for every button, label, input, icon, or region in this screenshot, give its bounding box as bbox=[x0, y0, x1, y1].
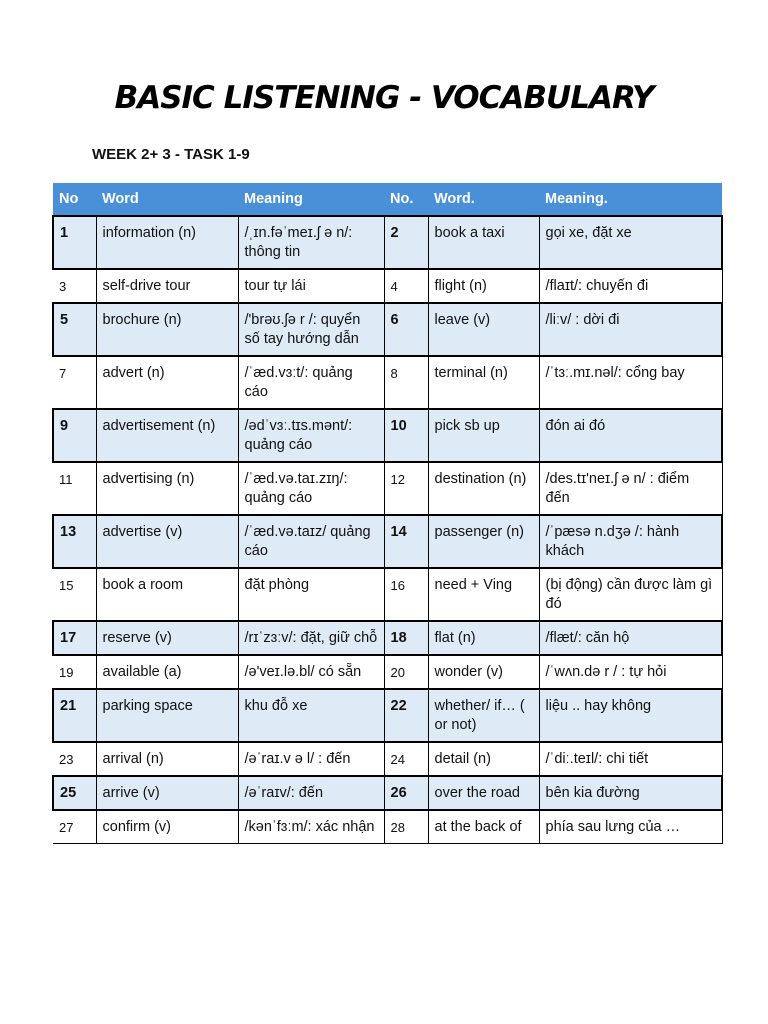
row-meaning: /ə'veɪ.lə.bl/ có sẵn bbox=[238, 655, 384, 689]
row-word: advertisement (n) bbox=[96, 409, 238, 462]
row-no: 15 bbox=[53, 568, 96, 621]
row-word-2: terminal (n) bbox=[428, 356, 539, 409]
row-no-2: 4 bbox=[384, 269, 428, 303]
row-word: available (a) bbox=[96, 655, 238, 689]
row-meaning-2: (bị động) cần được làm gì đó bbox=[539, 568, 722, 621]
row-no: 7 bbox=[53, 356, 96, 409]
row-meaning-2: /ˈpæsə n.dʒə /: hành khách bbox=[539, 515, 722, 568]
row-no-2: 2 bbox=[384, 216, 428, 269]
table-row bbox=[53, 655, 722, 689]
row-meaning: /'brəʊ.ʃə r /: quyển số tay hướng dẫn bbox=[238, 303, 384, 356]
row-word: arrival (n) bbox=[96, 742, 238, 776]
row-word: confirm (v) bbox=[96, 810, 238, 844]
row-meaning-2: bên kia đường bbox=[539, 776, 722, 810]
table-row bbox=[53, 810, 722, 844]
table-row bbox=[53, 621, 722, 655]
row-word: arrive (v) bbox=[96, 776, 238, 810]
row-word-2: over the road bbox=[428, 776, 539, 810]
header-no: No bbox=[53, 183, 96, 216]
row-meaning: tour tự lái bbox=[238, 269, 384, 303]
table-row bbox=[53, 409, 722, 462]
table-row bbox=[53, 303, 722, 356]
page-title: BASIC LISTENING - VOCABULARY bbox=[114, 80, 654, 116]
row-no-2: 18 bbox=[384, 621, 428, 655]
row-word-2: pick sb up bbox=[428, 409, 539, 462]
header-meaning: Meaning bbox=[238, 183, 384, 216]
row-word-2: need + Ving bbox=[428, 568, 539, 621]
row-word-2: destination (n) bbox=[428, 462, 539, 515]
row-no-2: 10 bbox=[384, 409, 428, 462]
row-word: advert (n) bbox=[96, 356, 238, 409]
row-meaning-2: gọi xe, đặt xe bbox=[539, 216, 722, 269]
row-word-2: passenger (n) bbox=[428, 515, 539, 568]
row-no-2: 16 bbox=[384, 568, 428, 621]
table-row bbox=[53, 742, 722, 776]
row-meaning-2: /liːv/ : dời đi bbox=[539, 303, 722, 356]
row-word: information (n) bbox=[96, 216, 238, 269]
table-row bbox=[53, 462, 722, 515]
row-no-2: 20 bbox=[384, 655, 428, 689]
row-meaning-2: đón ai đó bbox=[539, 409, 722, 462]
header-word: Word bbox=[96, 183, 238, 216]
row-word-2: wonder (v) bbox=[428, 655, 539, 689]
row-word-2: at the back of bbox=[428, 810, 539, 844]
row-meaning: /ˌɪn.fəˈmeɪ.ʃ ə n/: thông tin bbox=[238, 216, 384, 269]
row-meaning-2: /flæt/: căn hộ bbox=[539, 621, 722, 655]
row-meaning: /ˈæd.vɜːt/: quảng cáo bbox=[238, 356, 384, 409]
row-word: advertising (n) bbox=[96, 462, 238, 515]
row-word: reserve (v) bbox=[96, 621, 238, 655]
header-word-2: Word. bbox=[428, 183, 539, 216]
row-no: 21 bbox=[53, 689, 96, 742]
row-no: 25 bbox=[53, 776, 96, 810]
table-row bbox=[53, 689, 722, 742]
row-meaning-2: /des.tɪ'neɪ.ʃ ə n/ : điểm đến bbox=[539, 462, 722, 515]
page-subtitle: WEEK 2+ 3 - TASK 1-9 bbox=[92, 146, 250, 163]
row-word-2: book a taxi bbox=[428, 216, 539, 269]
table-row bbox=[53, 568, 722, 621]
row-no: 13 bbox=[53, 515, 96, 568]
row-no: 27 bbox=[53, 810, 96, 844]
row-meaning: /əˈraɪv/: đến bbox=[238, 776, 384, 810]
row-meaning: /ˈæd.və.taɪz/ quảng cáo bbox=[238, 515, 384, 568]
table-row bbox=[53, 269, 722, 303]
row-meaning: /ədˈvɜː.tɪs.mənt/: quảng cáo bbox=[238, 409, 384, 462]
table-row bbox=[53, 216, 722, 269]
row-meaning-2: /ˈdiː.teɪl/: chi tiết bbox=[539, 742, 722, 776]
table-row bbox=[53, 776, 722, 810]
row-no-2: 28 bbox=[384, 810, 428, 844]
vocabulary-table bbox=[52, 183, 723, 844]
row-no: 17 bbox=[53, 621, 96, 655]
row-word: book a room bbox=[96, 568, 238, 621]
row-word: brochure (n) bbox=[96, 303, 238, 356]
row-no-2: 24 bbox=[384, 742, 428, 776]
table-row bbox=[53, 515, 722, 568]
row-word: advertise (v) bbox=[96, 515, 238, 568]
row-word: parking space bbox=[96, 689, 238, 742]
row-no-2: 12 bbox=[384, 462, 428, 515]
row-meaning: đặt phòng bbox=[238, 568, 384, 621]
row-no: 3 bbox=[53, 269, 96, 303]
row-no-2: 14 bbox=[384, 515, 428, 568]
row-meaning: khu đỗ xe bbox=[238, 689, 384, 742]
row-word-2: flat (n) bbox=[428, 621, 539, 655]
row-no: 19 bbox=[53, 655, 96, 689]
row-word: self-drive tour bbox=[96, 269, 238, 303]
row-no: 23 bbox=[53, 742, 96, 776]
row-meaning-2: /flaɪt/: chuyến đi bbox=[539, 269, 722, 303]
row-no-2: 22 bbox=[384, 689, 428, 742]
table-row bbox=[53, 356, 722, 409]
row-no-2: 8 bbox=[384, 356, 428, 409]
row-no: 5 bbox=[53, 303, 96, 356]
row-meaning: /əˈraɪ.v ə l/ : đến bbox=[238, 742, 384, 776]
row-no-2: 26 bbox=[384, 776, 428, 810]
row-word-2: leave (v) bbox=[428, 303, 539, 356]
row-no: 11 bbox=[53, 462, 96, 515]
row-word-2: whether/ if… ( or not) bbox=[428, 689, 539, 742]
row-meaning-2: phía sau lưng của … bbox=[539, 810, 722, 844]
row-meaning-2: /ˈtɜː.mɪ.nəl/: cổng bay bbox=[539, 356, 722, 409]
row-word-2: detail (n) bbox=[428, 742, 539, 776]
row-no: 1 bbox=[53, 216, 96, 269]
table-header-row bbox=[53, 183, 722, 216]
header-meaning-2: Meaning. bbox=[539, 183, 722, 216]
row-meaning-2: /ˈwʌn.də r / : tự hỏi bbox=[539, 655, 722, 689]
row-meaning: /rɪˈzɜːv/: đặt, giữ chỗ bbox=[238, 621, 384, 655]
row-no: 9 bbox=[53, 409, 96, 462]
header-no-2: No. bbox=[384, 183, 428, 216]
row-no-2: 6 bbox=[384, 303, 428, 356]
row-word-2: flight (n) bbox=[428, 269, 539, 303]
row-meaning-2: liệu .. hay không bbox=[539, 689, 722, 742]
row-meaning: /ˈæd.və.taɪ.zɪŋ/: quảng cáo bbox=[238, 462, 384, 515]
row-meaning: /kənˈfɜːm/: xác nhận bbox=[238, 810, 384, 844]
